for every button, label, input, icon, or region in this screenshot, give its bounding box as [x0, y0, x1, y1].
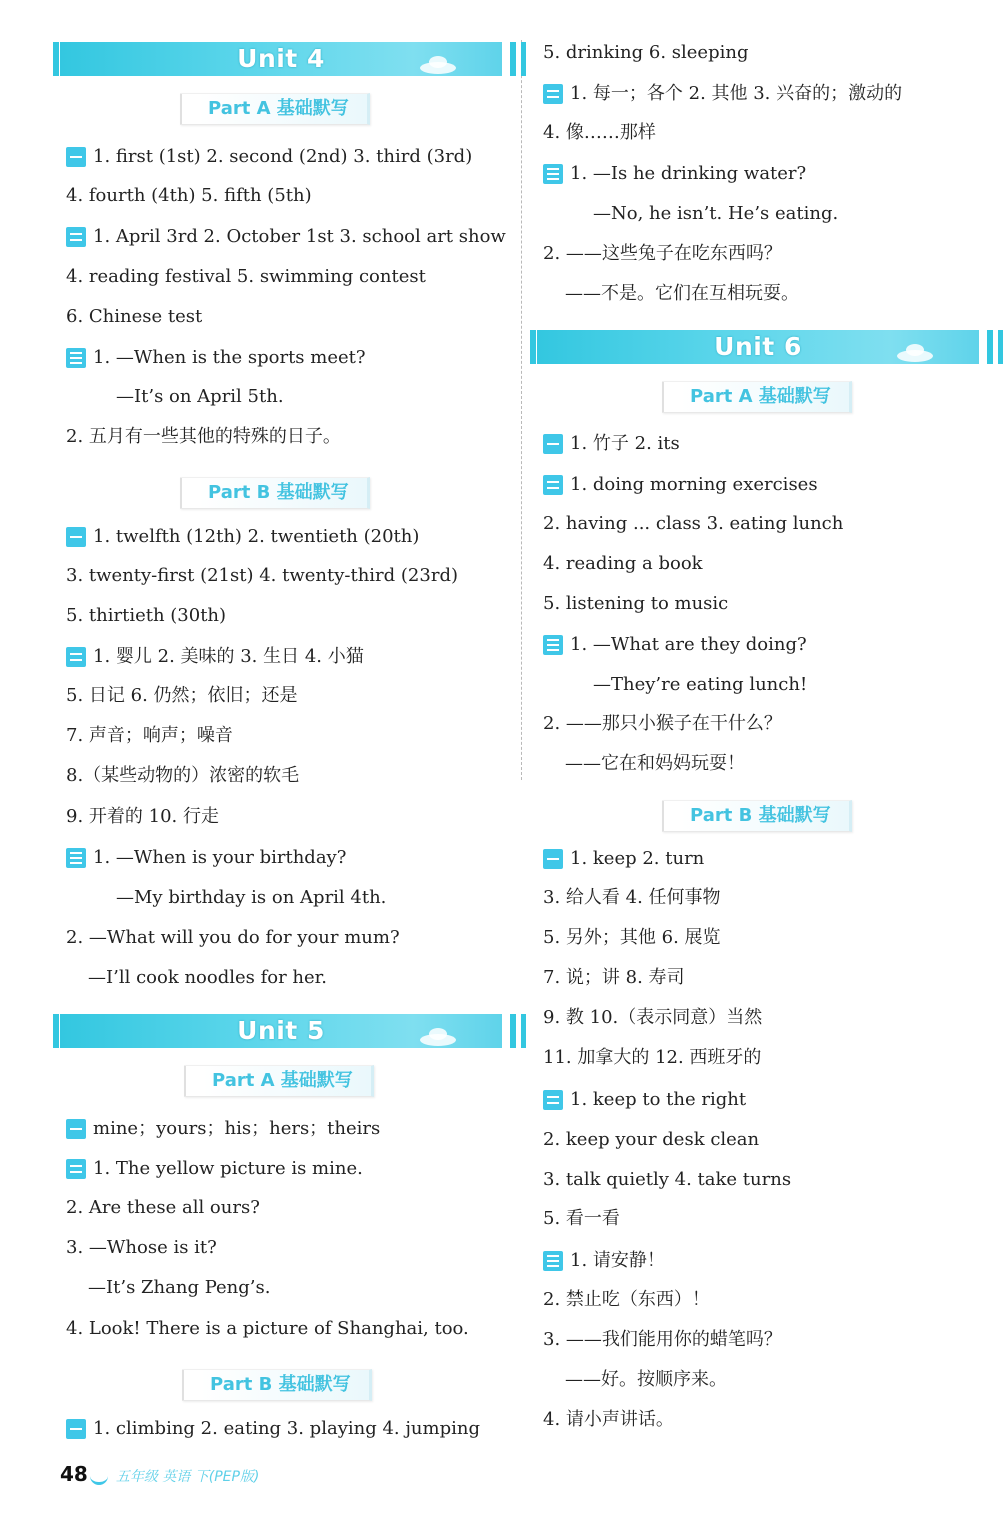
section-marker-three-icon — [543, 1251, 563, 1271]
unit5-banner — [60, 1014, 502, 1048]
part-a-label: Part A 基础默写 — [184, 1065, 374, 1097]
answer-line: 1. doing morning exercises — [543, 474, 818, 496]
unit4-banner — [60, 42, 502, 76]
section-marker-two-icon — [66, 1159, 86, 1179]
answer-line: 6. Chinese test — [66, 306, 203, 327]
answer-line: 4. reading festival 5. swimming contest — [66, 266, 426, 287]
section-marker-two-icon — [66, 647, 86, 667]
section-marker-one-icon — [66, 1119, 86, 1139]
answer-line: 9. 开着的 10. 行走 — [66, 806, 219, 827]
part-b-label: Part B 基础默写 — [180, 477, 370, 509]
answer-line: 1. —What are they doing? — [543, 634, 807, 656]
part-b-label: Part B 基础默写 — [182, 1369, 372, 1401]
section-marker-one-icon — [66, 147, 86, 167]
section-marker-two-icon — [66, 227, 86, 247]
answer-line: 1. 每一；各个 2. 其他 3. 兴奋的；激动的 — [543, 83, 902, 105]
answer-line: 1. 竹子 2. its — [543, 433, 680, 455]
answer-line: 1. —Is he drinking water? — [543, 163, 806, 185]
unit-title: Unit 5 — [237, 1016, 325, 1045]
column-divider — [521, 40, 522, 780]
section-marker-two-icon — [543, 84, 563, 104]
answer-line: 4. 像……那样 — [543, 122, 656, 143]
answer-line: 2. having ... class 3. eating lunch — [543, 513, 844, 534]
answer-line: 3. 给人看 4. 任何事物 — [543, 887, 721, 908]
answer-line: ——不是。它们在互相玩耍。 — [565, 283, 799, 304]
car-icon — [418, 54, 458, 74]
answer-line: 7. 声音；响声；噪音 — [66, 725, 233, 746]
section-marker-one-icon — [66, 1419, 86, 1439]
answer-line: 11. 加拿大的 12. 西班牙的 — [543, 1047, 762, 1068]
answer-line: 2. 禁止吃（东西）！ — [543, 1289, 710, 1310]
answer-line: 2. Are these all ours? — [66, 1197, 260, 1218]
answer-line: —It’s Zhang Peng’s. — [88, 1277, 271, 1298]
answer-line: 5. thirtieth (30th) — [66, 605, 227, 626]
page-footer — [60, 1462, 259, 1486]
answer-line: 4. fourth (4th) 5. fifth (5th) — [66, 185, 312, 206]
section-marker-one-icon — [543, 434, 563, 454]
page-number: 48 — [60, 1462, 88, 1486]
part-a-label: Part A 基础默写 — [662, 381, 852, 413]
answer-line: —I’ll cook noodles for her. — [88, 967, 328, 988]
unit-title: Unit 4 — [237, 44, 325, 73]
answer-line: ——它在和妈妈玩耍！ — [565, 753, 745, 774]
section-marker-one-icon — [66, 527, 86, 547]
answer-line: 5. drinking 6. sleeping — [543, 42, 749, 63]
answer-line: 1. —When is the sports meet? — [66, 347, 366, 369]
section-marker-three-icon — [543, 635, 563, 655]
answer-line: 2. ——那只小猴子在干什么？ — [543, 713, 782, 734]
answer-line: 3. —Whose is it? — [66, 1237, 217, 1258]
answer-line: 2. 五月有一些其他的特殊的日子。 — [66, 426, 341, 447]
unit6-banner — [537, 330, 979, 364]
answer-line: 1. keep to the right — [543, 1089, 746, 1111]
section-marker-three-icon — [66, 348, 86, 368]
answer-line: 1. 请安静！ — [543, 1250, 665, 1272]
answer-line: ——好。按顺序来。 — [565, 1369, 727, 1390]
part-b-label: Part B 基础默写 — [662, 800, 852, 832]
answer-line: 9. 教 10.（表示同意）当然 — [543, 1007, 763, 1028]
answer-line: 1. The yellow picture is mine. — [66, 1158, 363, 1180]
car-icon — [895, 342, 935, 362]
answer-line: 3. twenty-first (21st) 4. twenty-third (23rd) — [66, 565, 458, 586]
answer-line: —They’re eating lunch! — [593, 674, 808, 695]
section-marker-two-icon — [543, 475, 563, 495]
answer-line: 4. Look! There is a picture of Shanghai, too. — [66, 1318, 469, 1339]
answer-line: 2. —What will you do for your mum? — [66, 927, 400, 948]
answer-line: 1. twelfth (12th) 2. twentieth (20th) — [66, 526, 419, 548]
answer-line: 2. ——这些兔子在吃东西吗？ — [543, 243, 782, 264]
footer-book-title: 五年级 英语 下(PEP版) — [115, 1469, 260, 1485]
answer-line: 1. April 3rd 2. October 1st 3. school art show — [66, 226, 506, 248]
part-a-label: Part A 基础默写 — [180, 93, 370, 125]
answer-line: —No, he isn’t. He’s eating. — [593, 203, 839, 224]
answer-line: —My birthday is on April 4th. — [116, 887, 387, 908]
answer-line: 2. keep your desk clean — [543, 1129, 760, 1150]
answer-line: 5. 看一看 — [543, 1208, 620, 1229]
answer-line: 4. reading a book — [543, 553, 703, 574]
answer-line: 5. listening to music — [543, 593, 729, 614]
answer-line: —It’s on April 5th. — [116, 386, 284, 407]
swoosh-icon — [90, 1468, 108, 1485]
answer-line: 8.（某些动物的）浓密的软毛 — [66, 765, 300, 786]
answer-line: 1. keep 2. turn — [543, 848, 704, 870]
section-marker-one-icon — [543, 849, 563, 869]
answer-line: 5. 另外；其他 6. 展览 — [543, 927, 721, 948]
unit-title: Unit 6 — [714, 332, 802, 361]
section-marker-three-icon — [543, 164, 563, 184]
answer-line: 3. ——我们能用你的蜡笔吗？ — [543, 1329, 782, 1350]
answer-line: 5. 日记 6. 仍然；依旧；还是 — [66, 685, 298, 706]
answer-line: 7. 说；讲 8. 寿司 — [543, 967, 685, 988]
answer-line: 1. 婴儿 2. 美味的 3. 生日 4. 小猫 — [66, 646, 364, 668]
answer-line: mine；yours；his；hers；theirs — [66, 1118, 380, 1140]
car-icon — [418, 1026, 458, 1046]
answer-line: 4. 请小声讲话。 — [543, 1409, 674, 1430]
answer-line: 1. —When is your birthday? — [66, 847, 346, 869]
section-marker-three-icon — [66, 848, 86, 868]
answer-line: 3. talk quietly 4. take turns — [543, 1169, 792, 1190]
section-marker-two-icon — [543, 1090, 563, 1110]
answer-line: 1. first (1st) 2. second (2nd) 3. third (3rd) — [66, 146, 472, 168]
answer-line: 1. climbing 2. eating 3. playing 4. jumping — [66, 1418, 480, 1440]
